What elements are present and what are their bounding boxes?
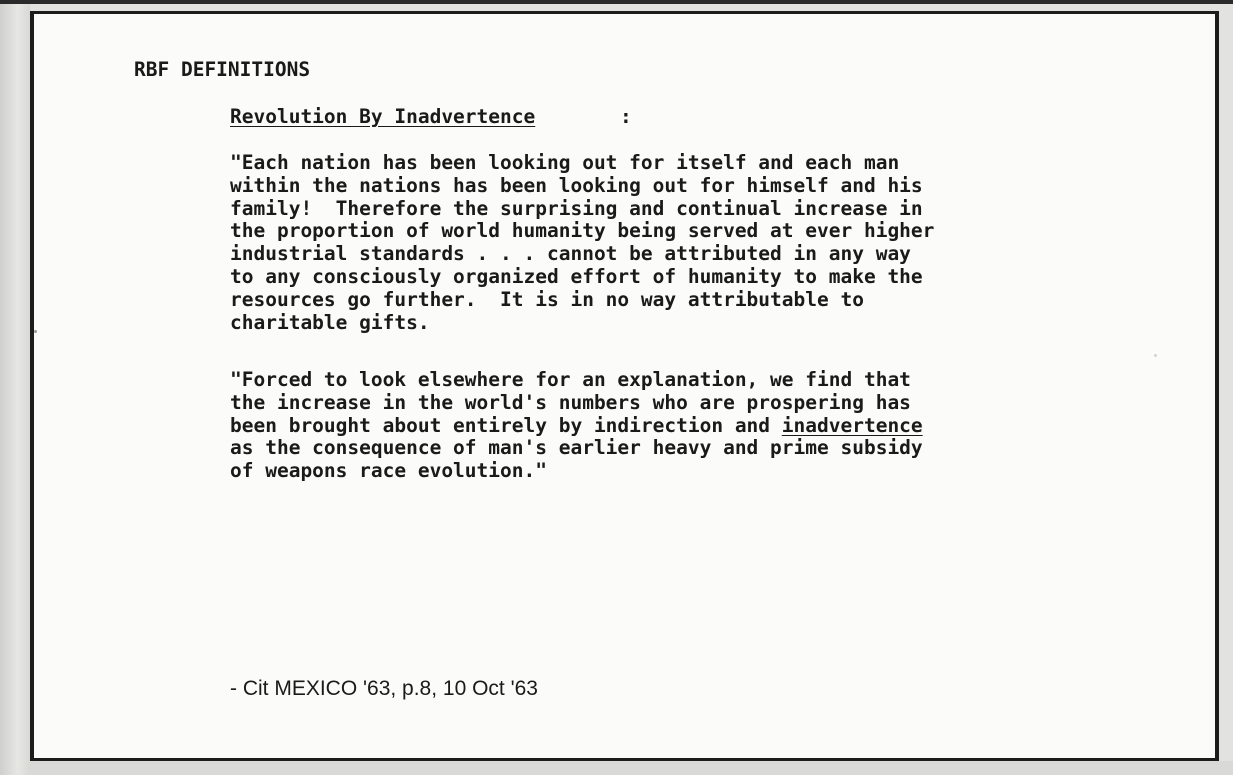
definition-card	[30, 11, 1219, 761]
quote-line: "Each nation has been looking out for itself and each man	[230, 151, 900, 174]
quote-line: "Forced to look elsewhere for an explanation, we find that	[230, 368, 911, 391]
quote-line: the proportion of world humanity being served at ever higher	[230, 219, 935, 243]
underlined-term: inadvertence	[781, 413, 923, 437]
definition-title-colon: :	[620, 105, 632, 128]
quote-paragraph-1	[230, 152, 934, 334]
quote-line: charitable gifts.	[230, 310, 430, 334]
scan-speck	[34, 330, 37, 333]
quote-line: industrial standards . . . cannot be attributed in any way	[230, 242, 911, 266]
quote-line: the increase in the world's numbers who are prospering has	[230, 390, 911, 414]
quote-paragraph-2	[230, 369, 923, 483]
quote-line: to any consciously organized effort of humanity to make the	[230, 264, 923, 288]
scan-speck	[1154, 354, 1157, 357]
quote-line: family! Therefore the surprising and continual increase in	[230, 196, 923, 220]
bottom-border	[30, 761, 1233, 775]
definition-title-text: Revolution By Inadvertence	[230, 105, 536, 128]
scan-margin	[0, 0, 30, 775]
top-border	[0, 0, 1233, 4]
card-heading: RBF DEFINITIONS	[134, 58, 311, 81]
quote-line: been brought about entirely by indirection and	[230, 413, 782, 437]
quote-line: resources go further. It is in no way attributable to	[230, 287, 864, 311]
quote-line: within the nations has been looking out for himself and his	[230, 173, 923, 197]
quote-line: as the consequence of man's earlier heavy and prime subsidy	[230, 436, 923, 460]
citation: - Cit MEXICO '63, p.8, 10 Oct '63	[230, 677, 538, 700]
quote-line: of weapons race evolution."	[230, 459, 547, 483]
